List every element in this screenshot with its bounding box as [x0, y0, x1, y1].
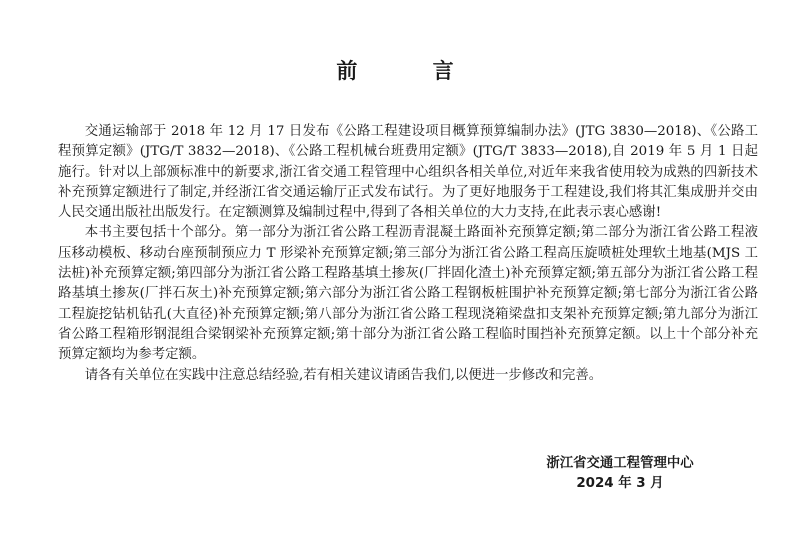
- paragraph-intro: 交通运输部于 2018 年 12 月 17 日发布《公路工程建设项目概算预算编制办法》(JTG 3830—2018)、《公路工程预算定额》(JTG/T 3832—2018)、《公路工程机械台班费用定额》(JTG/T 3833—2018),自 2019 年 5 月 1 日起施行。针对以上部颁标准中的新要求,浙江省交通工程管理中心组织各相关单位,对近年来我省使用较为成熟的四新技术补充预算定额进行了制定,并经浙江省交通运输厅正式发布试行。为了更好地服务于工程建设,我们将其汇集成册并交由人民交通出版社出版发行。在定额测算及编制过程中,得到了各相关单位的大力支持,在此表示衷心感谢!: [58, 124, 758, 221]
- signature-date: 2024 年 3 月: [576, 476, 664, 491]
- page-title: 前 言: [336, 59, 488, 83]
- preface-body: [58, 122, 758, 386]
- paragraph-closing: 请各有关单位在实践中注意总结经验,若有相关建议请函告我们,以便进一步修改和完善。: [84, 367, 603, 383]
- paragraph-contents: 本书主要包括十个部分。第一部分为浙江省公路工程沥青混凝土路面补充预算定额;第二部分为浙江省公路工程液压移动模板、移动台座预制预应力 T 形梁补充预算定额;第三部分为浙江省公路工程高压旋喷桩处理软土地基(MJS 工法桩)补充预算定额;第四部分为浙江省公路工程路基填土掺灰(厂拌固化渣土)补充预算定额;第五部分为浙江省公路工程路基填土掺灰(厂拌石灰土)补充预算定额;第六部分为浙江省公路工程钢板桩围护补充预算定额;第七部分为浙江省公路工程旋挖钻机钻孔(大直径)补充预算定额;第八部分为浙江省公路工程现浇箱梁盘扣支架补充预算定额;第九部分为浙江省公路工程箱形钢混组合梁钢梁补充预算定额;第十部分为浙江省公路工程临时围挡补充预算定额。以上十个部分补充预算定额均为参考定额。: [58, 225, 758, 363]
- signature-organization: 浙江省交通工程管理中心: [546, 456, 694, 471]
